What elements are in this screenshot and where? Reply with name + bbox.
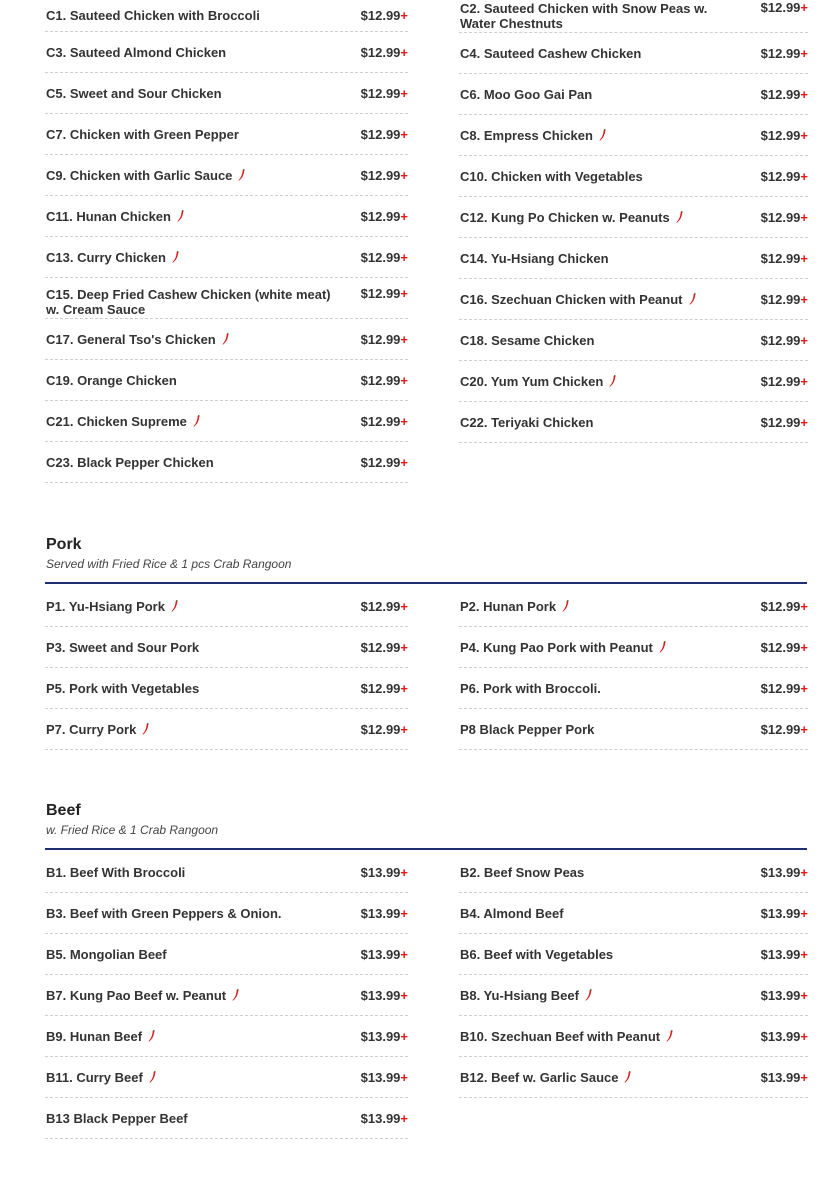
menu-item-price: [361, 1111, 408, 1126]
menu-item-name: [460, 128, 738, 143]
price-value: $12.99: [360, 86, 401, 101]
menu-item[interactable]: [459, 402, 808, 443]
menu-item-label: C2. Sauteed Chicken with Snow Peas w. Water Chestnuts: [460, 1, 708, 31]
pork-left-column: [45, 587, 408, 750]
menu-item-price: [361, 250, 408, 265]
menu-item-name: [46, 250, 338, 265]
menu-item[interactable]: [459, 197, 808, 238]
menu-item-name: [46, 455, 338, 470]
menu-item-name: [46, 906, 338, 921]
menu-item-label: C8. Empress Chicken: [460, 128, 593, 143]
menu-item-price: [761, 169, 808, 184]
menu-item-price: [761, 128, 808, 143]
menu-item-price: [361, 1070, 408, 1085]
menu-item-price: [761, 1070, 808, 1085]
menu-item[interactable]: [45, 237, 408, 278]
menu-item-name: [460, 865, 738, 880]
price-plus-sign: +: [800, 681, 808, 696]
chili-pepper-icon: [171, 600, 179, 612]
menu-item[interactable]: [459, 934, 808, 975]
menu-item[interactable]: [45, 1098, 408, 1139]
price-value: $12.99: [360, 127, 401, 142]
price-plus-sign: +: [800, 1029, 808, 1044]
menu-item-name: [46, 640, 338, 655]
price-value: $12.99: [360, 722, 401, 737]
menu-item-name: [460, 681, 738, 696]
menu-item-name: [46, 1070, 338, 1085]
chili-pepper-icon: [238, 169, 246, 181]
menu-item[interactable]: [459, 0, 808, 33]
price-plus-sign: +: [800, 87, 808, 102]
menu-item[interactable]: [459, 74, 808, 115]
menu-item-price: [761, 722, 808, 737]
chili-pepper-icon: [149, 1071, 157, 1083]
chili-pepper-icon: [193, 415, 201, 427]
chili-pepper-icon: [585, 989, 593, 1001]
menu-item-price: [761, 374, 808, 389]
price-value: $13.99: [360, 1111, 401, 1126]
menu-item[interactable]: [459, 1057, 808, 1098]
menu-item[interactable]: [45, 319, 408, 360]
menu-item-label: C21. Chicken Supreme: [46, 414, 187, 429]
chicken-left-column: [45, 0, 408, 483]
menu-item-label: P2. Hunan Pork: [460, 599, 557, 614]
menu-item-label: B4. Almond Beef: [460, 906, 564, 921]
beef-section-divider: [45, 848, 807, 850]
menu-item-label: B10. Szechuan Beef with Peanut: [460, 1029, 661, 1044]
menu-item-price: [761, 988, 808, 1003]
price-value: $12.99: [760, 681, 801, 696]
price-plus-sign: +: [800, 599, 808, 614]
chili-pepper-icon: [624, 1071, 632, 1083]
price-plus-sign: +: [400, 414, 408, 429]
menu-item-label: C7. Chicken with Green Pepper: [46, 127, 239, 142]
menu-item-name: [46, 127, 338, 142]
menu-item-label: C3. Sauteed Almond Chicken: [46, 45, 227, 60]
menu-item-price: [761, 906, 808, 921]
menu-item[interactable]: [459, 238, 808, 279]
menu-item[interactable]: [459, 279, 808, 320]
chili-pepper-icon: [232, 989, 240, 1001]
menu-item-label: B9. Hunan Beef: [46, 1029, 143, 1044]
menu-item-label: C4. Sauteed Cashew Chicken: [460, 46, 642, 61]
menu-item-label: B2. Beef Snow Peas: [460, 865, 585, 880]
price-value: $13.99: [360, 1070, 401, 1085]
price-plus-sign: +: [400, 8, 408, 23]
menu-item-name: [46, 722, 338, 737]
menu-item-name: [46, 373, 338, 388]
menu-item-name: [460, 1029, 738, 1044]
price-plus-sign: +: [400, 373, 408, 388]
menu-item-label: C20. Yum Yum Chicken: [460, 374, 604, 389]
price-plus-sign: +: [400, 45, 408, 60]
price-plus-sign: +: [400, 722, 408, 737]
price-plus-sign: +: [800, 415, 808, 430]
price-plus-sign: +: [400, 1029, 408, 1044]
price-value: $12.99: [360, 8, 401, 23]
price-value: $12.99: [360, 168, 401, 183]
price-value: $12.99: [760, 87, 801, 102]
menu-item[interactable]: [459, 587, 808, 627]
menu-item-name: [46, 1111, 338, 1126]
menu-item[interactable]: [45, 114, 408, 155]
menu-item-name: [460, 906, 738, 921]
menu-item-price: [361, 988, 408, 1003]
menu-item-name: [460, 947, 738, 962]
menu-item-label: P5. Pork with Vegetables: [46, 681, 200, 696]
menu-item-name: [46, 8, 338, 23]
menu-item-name: [46, 332, 338, 347]
price-value: $13.99: [760, 1070, 801, 1085]
price-plus-sign: +: [400, 1111, 408, 1126]
price-value: $12.99: [360, 45, 401, 60]
menu-item-name: [460, 415, 738, 430]
menu-item-label: C13. Curry Chicken: [46, 250, 166, 265]
menu-item-label: B11. Curry Beef: [46, 1070, 143, 1085]
menu-item[interactable]: [45, 975, 408, 1016]
price-plus-sign: +: [400, 599, 408, 614]
price-value: $12.99: [360, 209, 401, 224]
menu-item-label: C9. Chicken with Garlic Sauce: [46, 168, 233, 183]
menu-item[interactable]: [45, 1016, 408, 1057]
pork-section-divider: [45, 582, 807, 584]
menu-item-label: C22. Teriyaki Chicken: [460, 415, 594, 430]
chili-pepper-icon: [689, 293, 697, 305]
menu-item-label: C19. Orange Chicken: [46, 373, 177, 388]
menu-item[interactable]: [45, 1057, 408, 1098]
price-plus-sign: +: [400, 1070, 408, 1085]
menu-item-label: P3. Sweet and Sour Pork: [46, 640, 200, 655]
price-value: $12.99: [360, 681, 401, 696]
menu-item-name: [460, 599, 738, 614]
chili-pepper-icon: [222, 333, 230, 345]
menu-item[interactable]: [45, 32, 408, 73]
menu-item-price: [761, 0, 808, 15]
menu-item[interactable]: [459, 975, 808, 1016]
menu-item-label: P4. Kung Pao Pork with Peanut: [460, 640, 653, 655]
menu-item-price: [361, 599, 408, 614]
menu-item-price: [361, 1029, 408, 1044]
price-value: $12.99: [760, 210, 801, 225]
price-plus-sign: +: [400, 286, 408, 301]
menu-item[interactable]: [459, 361, 808, 402]
menu-item-name: [46, 414, 338, 429]
menu-item-name: [460, 333, 738, 348]
price-plus-sign: +: [400, 168, 408, 183]
menu-item-price: [361, 681, 408, 696]
menu-item-price: [761, 865, 808, 880]
price-plus-sign: +: [800, 1070, 808, 1085]
price-plus-sign: +: [800, 210, 808, 225]
price-plus-sign: +: [800, 46, 808, 61]
beef-right-column: [459, 853, 808, 1098]
menu-item-name: [460, 1, 738, 31]
menu-item-price: [361, 906, 408, 921]
menu-item-price: [761, 640, 808, 655]
menu-item-price: [761, 87, 808, 102]
menu-item-price: [361, 640, 408, 655]
price-plus-sign: +: [800, 251, 808, 266]
menu-item-label: P8 Black Pepper Pork: [460, 722, 595, 737]
menu-item-name: [46, 86, 338, 101]
menu-item-label: C15. Deep Fried Cashew Chicken (white meat) w. Cream Sauce: [46, 287, 331, 317]
chicken-right-column: [459, 0, 808, 443]
menu-item[interactable]: [45, 853, 408, 893]
menu-item-label: C10. Chicken with Vegetables: [460, 169, 643, 184]
price-plus-sign: +: [800, 988, 808, 1003]
menu-item-name: [460, 1070, 738, 1085]
price-plus-sign: +: [400, 127, 408, 142]
menu-item-name: [46, 988, 338, 1003]
price-plus-sign: +: [400, 947, 408, 962]
chili-pepper-icon: [609, 375, 617, 387]
menu-item[interactable]: [459, 668, 808, 709]
menu-item-name: [460, 722, 738, 737]
price-plus-sign: +: [400, 86, 408, 101]
menu-item-name: [460, 251, 738, 266]
menu-item[interactable]: [459, 853, 808, 893]
menu-item[interactable]: [45, 0, 408, 32]
menu-item-label: B12. Beef w. Garlic Sauce: [460, 1070, 619, 1085]
chili-pepper-icon: [676, 211, 684, 223]
menu-item-price: [361, 373, 408, 388]
price-plus-sign: +: [800, 722, 808, 737]
price-plus-sign: +: [800, 947, 808, 962]
menu-item[interactable]: [459, 320, 808, 361]
menu-item[interactable]: [45, 155, 408, 196]
price-value: $13.99: [760, 988, 801, 1003]
menu-item-label: B1. Beef With Broccoli: [46, 865, 186, 880]
menu-item-price: [361, 947, 408, 962]
menu-item-price: [761, 333, 808, 348]
price-value: $12.99: [360, 332, 401, 347]
menu-item[interactable]: [459, 709, 808, 750]
menu-item-label: C1. Sauteed Chicken with Broccoli: [46, 8, 260, 23]
menu-item-price: [761, 947, 808, 962]
price-plus-sign: +: [800, 906, 808, 921]
price-plus-sign: +: [800, 128, 808, 143]
menu-item-price: [361, 209, 408, 224]
menu-item-name: [460, 210, 738, 225]
price-plus-sign: +: [400, 988, 408, 1003]
price-plus-sign: +: [400, 640, 408, 655]
menu-item-price: [361, 722, 408, 737]
pork-section-title: Pork: [46, 536, 82, 553]
price-value: $12.99: [360, 414, 401, 429]
price-value: $13.99: [360, 1029, 401, 1044]
menu-item-name: [460, 46, 738, 61]
menu-item-name: [460, 988, 738, 1003]
beef-section-subtitle: w. Fried Rice & 1 Crab Rangoon: [46, 823, 219, 837]
price-plus-sign: +: [800, 0, 808, 15]
price-value: $12.99: [760, 722, 801, 737]
menu-item-price: [361, 414, 408, 429]
menu-item-price: [761, 46, 808, 61]
price-value: $12.99: [760, 46, 801, 61]
menu-item-name: [46, 947, 338, 962]
menu-item-price: [361, 8, 408, 23]
price-value: $13.99: [760, 865, 801, 880]
menu-item-name: [46, 45, 338, 60]
menu-item[interactable]: [45, 401, 408, 442]
menu-item[interactable]: [45, 934, 408, 975]
menu-item-price: [361, 168, 408, 183]
price-plus-sign: +: [800, 640, 808, 655]
price-value: $12.99: [760, 374, 801, 389]
price-value: $12.99: [360, 599, 401, 614]
chili-pepper-icon: [659, 641, 667, 653]
menu-item-name: [46, 287, 338, 317]
price-value: $13.99: [760, 1029, 801, 1044]
chili-pepper-icon: [599, 129, 607, 141]
price-plus-sign: +: [400, 681, 408, 696]
price-value: $12.99: [760, 128, 801, 143]
menu-item-name: [46, 209, 338, 224]
price-plus-sign: +: [400, 250, 408, 265]
menu-item[interactable]: [459, 33, 808, 74]
price-value: $13.99: [360, 865, 401, 880]
beef-left-column: [45, 853, 408, 1139]
chili-pepper-icon: [177, 210, 185, 222]
price-plus-sign: +: [400, 332, 408, 347]
menu-item[interactable]: [459, 115, 808, 156]
menu-item[interactable]: [45, 627, 408, 668]
menu-item[interactable]: [459, 1016, 808, 1057]
menu-item-name: [460, 87, 738, 102]
menu-item-price: [361, 286, 408, 301]
price-plus-sign: +: [400, 209, 408, 224]
price-plus-sign: +: [800, 169, 808, 184]
menu-item-name: [460, 169, 738, 184]
chili-pepper-icon: [148, 1030, 156, 1042]
pork-section-subtitle: Served with Fried Rice & 1 pcs Crab Rangoon: [46, 557, 292, 571]
chili-pepper-icon: [142, 723, 150, 735]
chili-pepper-icon: [666, 1030, 674, 1042]
price-value: $12.99: [760, 640, 801, 655]
menu-item-price: [361, 455, 408, 470]
menu-item-label: B5. Mongolian Beef: [46, 947, 167, 962]
menu-item[interactable]: [45, 442, 408, 483]
price-plus-sign: +: [800, 333, 808, 348]
price-value: $13.99: [760, 947, 801, 962]
menu-item[interactable]: [459, 627, 808, 668]
menu-item[interactable]: [45, 360, 408, 401]
price-plus-sign: +: [400, 906, 408, 921]
menu-item-label: C16. Szechuan Chicken with Peanut: [460, 292, 683, 307]
menu-item-label: C23. Black Pepper Chicken: [46, 455, 214, 470]
menu-item[interactable]: [45, 196, 408, 237]
menu-item-name: [460, 292, 738, 307]
menu-item-label: C6. Moo Goo Gai Pan: [460, 87, 593, 102]
menu-item-price: [761, 251, 808, 266]
price-value: $12.99: [360, 640, 401, 655]
menu-item-price: [761, 1029, 808, 1044]
menu-item-label: C18. Sesame Chicken: [460, 333, 595, 348]
menu-item[interactable]: [45, 668, 408, 709]
menu-item-price: [761, 415, 808, 430]
price-value: $12.99: [760, 415, 801, 430]
pork-right-column: [459, 587, 808, 750]
menu-item-name: [460, 374, 738, 389]
price-plus-sign: +: [800, 374, 808, 389]
menu-item-price: [761, 292, 808, 307]
price-value: $12.99: [360, 286, 401, 301]
menu-item-name: [46, 168, 338, 183]
beef-section-title: Beef: [46, 802, 81, 819]
price-value: $12.99: [760, 599, 801, 614]
menu-item[interactable]: [45, 709, 408, 750]
menu-item[interactable]: [45, 278, 408, 319]
price-plus-sign: +: [400, 865, 408, 880]
price-value: $12.99: [760, 169, 801, 184]
menu-item-price: [361, 45, 408, 60]
menu-item[interactable]: [459, 893, 808, 934]
menu-item-label: P1. Yu-Hsiang Pork: [46, 599, 165, 614]
price-value: $12.99: [360, 455, 401, 470]
menu-item-price: [761, 681, 808, 696]
price-value: $12.99: [760, 333, 801, 348]
menu-item-label: C17. General Tso's Chicken: [46, 332, 216, 347]
price-value: $12.99: [760, 292, 801, 307]
menu-item[interactable]: [45, 893, 408, 934]
price-plus-sign: +: [800, 865, 808, 880]
menu-item[interactable]: [45, 587, 408, 627]
menu-item-label: C12. Kung Po Chicken w. Peanuts: [460, 210, 670, 225]
price-value: $13.99: [760, 906, 801, 921]
menu-item-name: [46, 599, 338, 614]
menu-item[interactable]: [459, 156, 808, 197]
price-value: $13.99: [360, 947, 401, 962]
menu-item-label: P6. Pork with Broccoli.: [460, 681, 601, 696]
menu-item-name: [46, 865, 338, 880]
menu-item-label: B8. Yu-Hsiang Beef: [460, 988, 579, 1003]
menu-item-price: [761, 599, 808, 614]
menu-item-name: [46, 681, 338, 696]
menu-item-price: [761, 210, 808, 225]
menu-item-label: P7. Curry Pork: [46, 722, 137, 737]
menu-item-label: C5. Sweet and Sour Chicken: [46, 86, 222, 101]
menu-item-label: C11. Hunan Chicken: [46, 209, 171, 224]
menu-item-label: B6. Beef with Vegetables: [460, 947, 614, 962]
price-value: $12.99: [360, 373, 401, 388]
menu-item-label: B7. Kung Pao Beef w. Peanut: [46, 988, 227, 1003]
price-plus-sign: +: [800, 292, 808, 307]
price-value: $12.99: [760, 251, 801, 266]
chili-pepper-icon: [172, 251, 180, 263]
menu-item[interactable]: [45, 73, 408, 114]
menu-item-name: [46, 1029, 338, 1044]
price-value: $13.99: [360, 988, 401, 1003]
menu-item-price: [361, 86, 408, 101]
price-value: $12.99: [360, 250, 401, 265]
menu-item-label: B13 Black Pepper Beef: [46, 1111, 188, 1126]
menu-item-name: [460, 640, 738, 655]
menu-item-price: [361, 332, 408, 347]
price-value: $12.99: [760, 0, 801, 15]
menu-item-price: [361, 127, 408, 142]
chili-pepper-icon: [562, 600, 570, 612]
price-value: $13.99: [360, 906, 401, 921]
menu-item-label: C14. Yu-Hsiang Chicken: [460, 251, 609, 266]
price-plus-sign: +: [400, 455, 408, 470]
menu-item-label: B3. Beef with Green Peppers & Onion.: [46, 906, 282, 921]
menu-item-price: [361, 865, 408, 880]
